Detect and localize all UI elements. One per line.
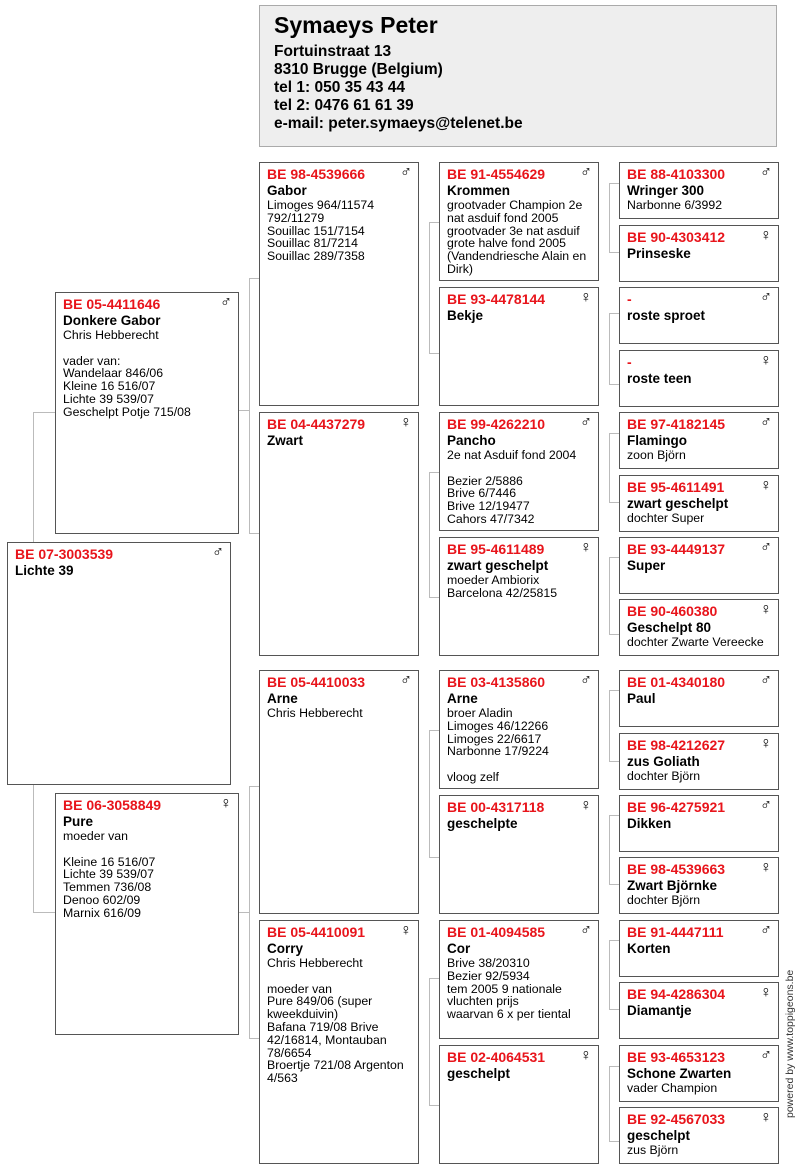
pigeon-name: Corry: [267, 941, 304, 956]
powered-by-text: powered by www.toppigeons.be: [784, 969, 796, 1118]
pigeon-name: Korten: [627, 941, 671, 956]
owner-tel1: tel 1: 050 35 43 44: [274, 79, 405, 96]
ring-number: BE 93-4449137: [627, 541, 726, 557]
ring-number: BE 88-4103300: [627, 166, 726, 182]
pigeon-card-gen4[interactable]: [619, 982, 779, 1039]
pigeon-card-gen4[interactable]: [619, 733, 779, 790]
connector-line: [609, 1066, 619, 1067]
ring-number: BE 04-4437279: [267, 416, 366, 432]
male-sex-icon: ♂: [580, 672, 592, 689]
pigeon-card-dam[interactable]: [55, 793, 239, 1035]
connector-line: [429, 730, 439, 731]
connector-line: [429, 472, 430, 598]
female-sex-icon: ♀: [760, 1109, 772, 1126]
pigeon-name: Pure: [63, 814, 94, 829]
pigeon-info: dochter Zwarte Vereecke: [627, 635, 764, 649]
pigeon-name: Geschelpt 80: [627, 620, 712, 635]
male-sex-icon: ♂: [580, 922, 592, 939]
ring-number: BE 91-4554629: [447, 166, 546, 182]
ring-number: BE 90-4303412: [627, 229, 726, 245]
pigeon-card-gen3[interactable]: [439, 412, 599, 531]
pigeon-name: Donkere Gabor: [63, 313, 161, 328]
ring-number: BE 93-4478144: [447, 291, 546, 307]
pigeon-name: geschelpt: [447, 1066, 511, 1081]
pigeon-card-gen4[interactable]: [619, 412, 779, 469]
male-sex-icon: ♂: [760, 922, 772, 939]
pigeon-info: Narbonne 6/3992: [627, 198, 723, 212]
ring-number: BE 05-4410033: [267, 674, 366, 690]
male-sex-icon: ♂: [760, 672, 772, 689]
ring-number: BE 01-4340180: [627, 674, 726, 690]
pigeon-info: moeder van Kleine 16 516/07 Lichte 39 539/07 Temmen 736/08 Denoo 602/09 Marnix 616/09: [63, 829, 156, 920]
male-sex-icon: ♂: [760, 797, 772, 814]
pigeon-info: moeder Ambiorix Barcelona 42/25815: [447, 573, 558, 600]
pigeon-card-gen3[interactable]: [439, 1045, 599, 1164]
female-sex-icon: ♀: [760, 477, 772, 494]
connector-line: [609, 313, 610, 385]
pigeon-name: geschelpte: [447, 816, 518, 831]
male-sex-icon: ♂: [760, 289, 772, 306]
connector-line: [609, 884, 619, 885]
male-sex-icon: ♂: [400, 672, 412, 689]
connector-line: [429, 730, 430, 858]
connector-line: [249, 912, 250, 1039]
pigeon-name: Prinseske: [627, 246, 691, 261]
ring-number: BE 97-4182145: [627, 416, 726, 432]
connector-line: [609, 690, 610, 762]
connector-line: [429, 978, 439, 979]
owner-tel2: tel 2: 0476 61 61 39: [274, 97, 414, 114]
ring-number: BE 94-4286304: [627, 986, 726, 1002]
pigeon-name: zwart geschelpt: [447, 558, 549, 573]
ring-number: BE 93-4653123: [627, 1049, 726, 1065]
connector-line: [249, 278, 259, 279]
pigeon-card-gen2[interactable]: [259, 920, 419, 1164]
connector-line: [609, 690, 619, 691]
connector-line: [609, 940, 619, 941]
ring-number: BE 05-4411646: [63, 296, 161, 312]
connector-line: [249, 533, 259, 534]
pigeon-card-gen3[interactable]: [439, 287, 599, 406]
pigeon-card-gen4[interactable]: [619, 920, 779, 977]
pigeon-name: zwart geschelpt: [627, 496, 729, 511]
ring-number: BE 95-4611491: [627, 479, 725, 495]
pigeon-name: Diamantje: [627, 1003, 692, 1018]
female-sex-icon: ♀: [760, 601, 772, 618]
ring-number: BE 99-4262210: [447, 416, 546, 432]
female-sex-icon: ♀: [580, 797, 592, 814]
pigeon-info: Limoges 964/11574 792/11279 Souillac 151/7154 Souillac 81/7214 Souillac 289/7358: [267, 198, 375, 264]
connector-line: [609, 815, 610, 885]
pigeon-name: roste sproet: [627, 308, 706, 323]
pigeon-card-sire[interactable]: [55, 292, 239, 534]
male-sex-icon: ♂: [212, 544, 224, 561]
connector-line: [239, 912, 249, 913]
connector-line: [429, 222, 430, 354]
male-sex-icon: ♂: [760, 1047, 772, 1064]
owner-email: e-mail: peter.symaeys@telenet.be: [274, 115, 523, 132]
ring-number: BE 98-4539663: [627, 861, 726, 877]
pigeon-card-gen3[interactable]: [439, 670, 599, 789]
pigeon-name: Flamingo: [627, 433, 687, 448]
connector-line: [609, 634, 619, 635]
pigeon-card-gen3[interactable]: [439, 795, 599, 914]
connector-line: [609, 252, 619, 253]
pigeon-info: Chris Hebberecht moeder van Pure 849/06 (super kweekduivin) Bafana 719/08 Brive 42/16814, Montauban 78/6654 Broertje 721/08 Argenton 4/563: [267, 956, 404, 1086]
female-sex-icon: ♀: [760, 227, 772, 244]
pigeon-card-gen4[interactable]: [619, 537, 779, 594]
connector-line: [609, 940, 610, 1010]
pigeon-name: Krommen: [447, 183, 511, 198]
pigeon-name: Arne: [447, 691, 478, 706]
female-sex-icon: ♀: [580, 289, 592, 306]
connector-line: [429, 222, 439, 223]
connector-line: [609, 433, 610, 503]
pigeon-card-gen4[interactable]: [619, 1045, 779, 1102]
owner-name: Symaeys Peter: [274, 12, 438, 38]
connector-line: [609, 1009, 619, 1010]
male-sex-icon: ♂: [580, 414, 592, 431]
connector-line: [609, 384, 619, 385]
pigeon-info: broer Aladin Limoges 46/12266 Limoges 22/6617 Narbonne 17/9224 vloog zelf: [447, 706, 549, 784]
male-sex-icon: ♂: [400, 164, 412, 181]
female-sex-icon: ♀: [580, 1047, 592, 1064]
female-sex-icon: ♀: [220, 795, 232, 812]
ring-number: -: [627, 354, 632, 370]
pigeon-card-gen4[interactable]: [619, 599, 779, 656]
pigeon-info: dochter Björn: [627, 893, 701, 907]
female-sex-icon: ♀: [760, 984, 772, 1001]
female-sex-icon: ♀: [760, 735, 772, 752]
owner-header: [259, 5, 777, 147]
pigeon-info: Chris Hebberecht vader van: Wandelaar 846/06 Kleine 16 516/07 Lichte 39 539/07 Geschelpt Potje 715/08: [63, 328, 191, 419]
female-sex-icon: ♀: [760, 859, 772, 876]
ring-number: BE 98-4539666: [267, 166, 366, 182]
connector-line: [429, 597, 439, 598]
pigeon-card-gen3[interactable]: [439, 920, 599, 1039]
ring-number: BE 05-4410091: [267, 924, 366, 940]
pigeon-name: Schone Zwarten: [627, 1066, 732, 1081]
female-sex-icon: ♀: [400, 414, 412, 431]
connector-line: [609, 183, 619, 184]
connector-line: [239, 410, 249, 411]
connector-line: [249, 1038, 259, 1039]
pigeon-info: 2e nat Asduif fond 2004 Bezier 2/5886 Brive 6/7446 Brive 12/19477 Cahors 47/7342: [447, 448, 577, 526]
connector-line: [249, 786, 259, 787]
connector-line: [609, 761, 619, 762]
ring-number: BE 92-4567033: [627, 1111, 726, 1127]
pigeon-card-gen4[interactable]: [619, 287, 779, 344]
pigeon-name: Zwart: [267, 433, 304, 448]
connector-line: [609, 557, 610, 635]
pigeon-info: Brive 38/20310 Bezier 92/5934 tem 2005 9 nationale vluchten prijs waarvan 6 x per tiental: [447, 956, 571, 1022]
connector-line: [33, 785, 34, 913]
pigeon-name: Bekje: [447, 308, 484, 323]
pigeon-name: Lichte 39: [15, 563, 74, 578]
connector-line: [249, 410, 250, 534]
pigeon-name: Super: [627, 558, 666, 573]
pigeon-name: Pancho: [447, 433, 496, 448]
connector-line: [609, 433, 619, 434]
male-sex-icon: ♂: [760, 539, 772, 556]
ring-number: BE 07-3003539: [15, 546, 114, 562]
owner-address: Fortuinstraat 13: [274, 43, 392, 60]
ring-number: BE 02-4064531: [447, 1049, 546, 1065]
connector-line: [429, 857, 439, 858]
pigeon-name: roste teen: [627, 371, 692, 386]
pigeon-card-gen4[interactable]: [619, 670, 779, 727]
connector-line: [429, 1105, 439, 1106]
connector-line: [609, 557, 619, 558]
pigeon-card-gen4[interactable]: [619, 1107, 779, 1164]
connector-line: [609, 183, 610, 253]
pigeon-card-subject[interactable]: [7, 542, 231, 785]
ring-number: BE 06-3058849: [63, 797, 162, 813]
connector-line: [609, 815, 619, 816]
pigeon-name: Gabor: [267, 183, 307, 198]
pigeon-info: grootvader Champion 2e nat asduif fond 2005 grootvader 3e nat asduif grote halve fond 2005 (Vandendriesche Alain en Dirk): [447, 198, 587, 276]
pigeon-card-gen3[interactable]: [439, 162, 599, 281]
connector-line: [609, 313, 619, 314]
pigeon-info: zus Björn: [627, 1143, 679, 1157]
pigeon-card-gen2[interactable]: [259, 162, 419, 406]
pigeon-info: vader Champion: [627, 1081, 718, 1095]
ring-number: BE 98-4212627: [627, 737, 726, 753]
pigeon-name: zus Goliath: [627, 754, 700, 769]
pigeon-name: Arne: [267, 691, 298, 706]
connector-line: [33, 912, 55, 913]
pigeon-card-gen4[interactable]: [619, 795, 779, 852]
pigeon-name: Paul: [627, 691, 656, 706]
pigeon-info: Chris Hebberecht: [267, 706, 363, 720]
ring-number: BE 95-4611489: [447, 541, 545, 557]
pigeon-card-gen4[interactable]: [619, 350, 779, 407]
ring-number: -: [627, 291, 632, 307]
pigeon-info: zoon Björn: [627, 448, 686, 462]
pigeon-name: Cor: [447, 941, 471, 956]
pigeon-info: dochter Björn: [627, 769, 701, 783]
pigeon-name: Dikken: [627, 816, 672, 831]
male-sex-icon: ♂: [760, 164, 772, 181]
connector-line: [429, 472, 439, 473]
pigeon-name: Wringer 300: [627, 183, 705, 198]
pigeon-name: Zwart Björnke: [627, 878, 718, 893]
connector-line: [429, 353, 439, 354]
connector-line: [33, 412, 55, 413]
ring-number: BE 96-4275921: [627, 799, 726, 815]
ring-number: BE 91-4447111: [627, 924, 724, 940]
ring-number: BE 01-4094585: [447, 924, 546, 940]
pigeon-card-gen4[interactable]: [619, 475, 779, 532]
pigeon-card-gen4[interactable]: [619, 225, 779, 282]
pigeon-card-gen3[interactable]: [439, 537, 599, 656]
connector-line: [609, 502, 619, 503]
ring-number: BE 03-4135860: [447, 674, 546, 690]
pigeon-card-gen2[interactable]: [259, 412, 419, 656]
pigeon-card-gen4[interactable]: [619, 162, 779, 219]
female-sex-icon: ♀: [400, 922, 412, 939]
connector-line: [33, 412, 34, 542]
connector-line: [609, 1141, 619, 1142]
connector-line: [249, 278, 250, 410]
connector-line: [609, 1066, 610, 1142]
male-sex-icon: ♂: [580, 164, 592, 181]
female-sex-icon: ♀: [580, 539, 592, 556]
ring-number: BE 90-460380: [627, 603, 718, 619]
ring-number: BE 00-4317118: [447, 799, 545, 815]
owner-city: 8310 Brugge (Belgium): [274, 61, 443, 78]
connector-line: [249, 786, 250, 912]
pigeon-info: dochter Super: [627, 511, 705, 525]
female-sex-icon: ♀: [760, 352, 772, 369]
male-sex-icon: ♂: [220, 294, 232, 311]
pigeon-name: geschelpt: [627, 1128, 691, 1143]
male-sex-icon: ♂: [760, 414, 772, 431]
connector-line: [429, 978, 430, 1106]
pigeon-card-gen2[interactable]: [259, 670, 419, 914]
pigeon-card-gen4[interactable]: [619, 857, 779, 914]
